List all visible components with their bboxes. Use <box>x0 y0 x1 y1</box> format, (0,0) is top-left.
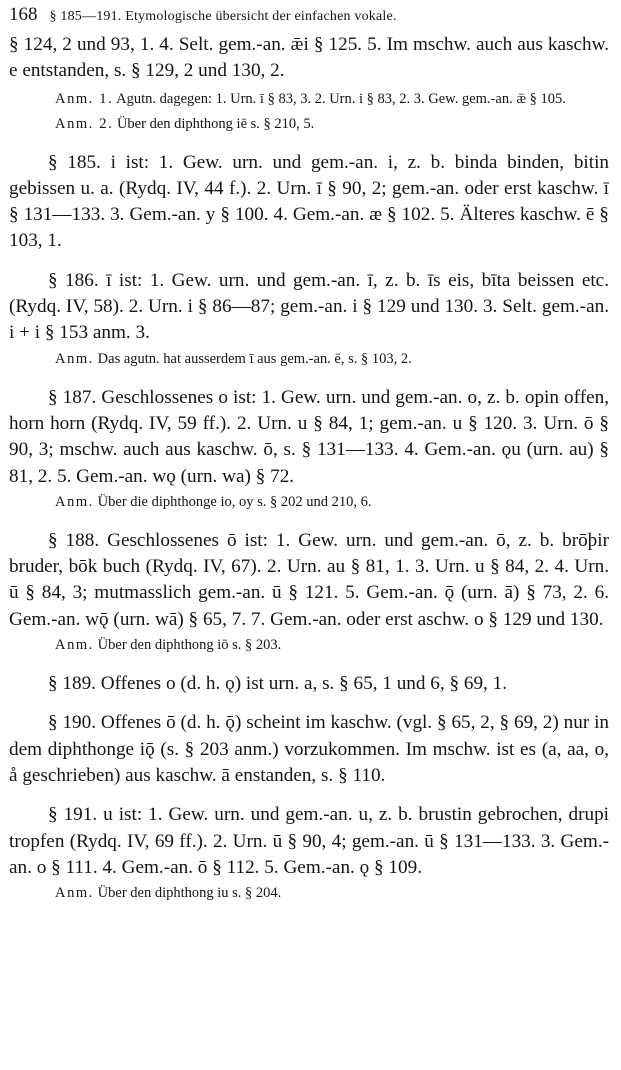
annotation-label: Anm. <box>55 350 95 367</box>
annotation-label: Anm. 2. <box>55 115 114 132</box>
page-number: 168 <box>9 4 38 25</box>
annotation-191 <box>9 881 609 906</box>
annotation-text: Über den diphthong iē s. § 210, 5. <box>116 115 315 132</box>
annotation-1 <box>9 87 609 112</box>
paragraph-text: § 124, 2 und 93, 1. 4. Selt. gem.-an. ǣi § 125. 5. Im mschw. auch aus kaschw. e entstanden, s. § 129, 2 und 130, 2. <box>9 34 609 82</box>
section-188 <box>9 528 609 633</box>
section-190 <box>9 710 609 789</box>
annotation-187 <box>9 490 609 515</box>
annotation-label: Anm. <box>55 493 95 510</box>
annotation-label: Anm. <box>55 885 95 902</box>
running-header <box>9 2 609 32</box>
annotation-188 <box>9 633 609 658</box>
annotation-text: Über die diphthonge io, oy s. § 202 und 210, 6. <box>97 493 372 510</box>
paragraph-text: § 191. u ist: 1. Gew. urn. und gem.-an. u, z. b. brustin gebrochen, drupi tropfen (Rydq. IV, 69 ff.). 2. Urn. ū § 90, 4; gem.-an. ū § 131—133. 3. Gem.-an. o § 111. 4. Gem.-an. ō § 112. 5. Gem.-an. ǫ § 109. <box>9 804 609 878</box>
paragraph-text: § 185. i ist: 1. Gew. urn. und gem.-an. i, z. b. binda binden, bitin gebissen u. a. (Rydq. IV, 44 f.). 2. Urn. ī § 90, 2; gem.-an. oder erst kaschw. ī § 131—133. 3. Gem.-an. y § 100. 4. Gem.-an. æ § 102. 5. Älteres kaschw. ē § 103, 1. <box>9 151 609 252</box>
section-186 <box>9 268 609 347</box>
annotation-text: Das agutn. hat ausserdem ī aus gem.-an. ē, s. § 103, 2. <box>97 350 412 367</box>
annotation-label: Anm. <box>55 637 95 654</box>
section-185 <box>9 150 609 255</box>
section-191 <box>9 802 609 881</box>
running-title: § 185—191. Etymologische übersicht der einfachen vokale. <box>49 9 397 24</box>
annotation-text: Über den diphthong iō s. § 203. <box>97 637 282 654</box>
section-189 <box>9 671 609 697</box>
annotation-text: Agutn. dagegen: 1. Urn. ī § 83, 3. 2. Urn. i § 83, 2. 3. Gew. gem.-an. ǣ § 105. <box>116 90 566 107</box>
paragraph-text: § 190. Offenes ō (d. h. ǭ) scheint im kaschw. (vgl. § 65, 2, § 69, 2) nur in dem diphthonge iǭ (s. § 203 anm.) vorzukommen. Im mschw. ist es (a, aa, o, å geschrieben) aus kaschw. ā enstanden, s. § 110. <box>9 712 609 786</box>
annotation-186 <box>9 347 609 372</box>
annotation-label: Anm. 1. <box>55 90 114 107</box>
paragraph-text: § 189. Offenes o (d. h. ǫ) ist urn. a, s. § 65, 1 und 6, § 69, 1. <box>48 673 508 695</box>
paragraph-text: § 187. Geschlossenes o ist: 1. Gew. urn. und gem.-an. o, z. b. opin offen, horn horn (Rydq. IV, 59 ff.). 2. Urn. u § 84, 1; gem.-an. u § 120. 3. Urn. ō § 90, 3; mschw. auch aus kaschw. ō, s. § 131—133. 4. Gem.-an. ǫu (urn. au) § 81, 2. 5. Gem.-an. wǫ (urn. wa) § 72. <box>9 386 609 487</box>
paragraph-text: § 188. Geschlossenes ō ist: 1. Gew. urn. und gem.-an. ō, z. b. brōþir bruder, bōk buch (Rydq. IV, 67). 2. Urn. au § 81, 1. 3. Urn. u § 84, 2. 4. Urn. ū § 84, 3; mutmasslich gem.-an. ū § 121. 5. Gem.-an. ǭ (urn. ā) § 73, 2. 6. Gem.-an. wǭ (urn. wā) § 65, 7. 7. Gem.-an. oder erst aschw. o § 129 und 130. <box>9 529 609 630</box>
section-187 <box>9 385 609 490</box>
annotation-2 <box>9 112 609 137</box>
annotation-text: Über den diphthong iu s. § 204. <box>97 885 282 902</box>
paragraph-continuation <box>9 32 609 85</box>
paragraph-text: § 186. ī ist: 1. Gew. urn. und gem.-an. ī, z. b. īs eis, bīta beissen etc. (Rydq. IV, 58). 2. Urn. i § 86—87; gem.-an. i § 129 und 130. 3. Selt. gem.-an. i + i § 153 anm. 3. <box>9 269 609 344</box>
